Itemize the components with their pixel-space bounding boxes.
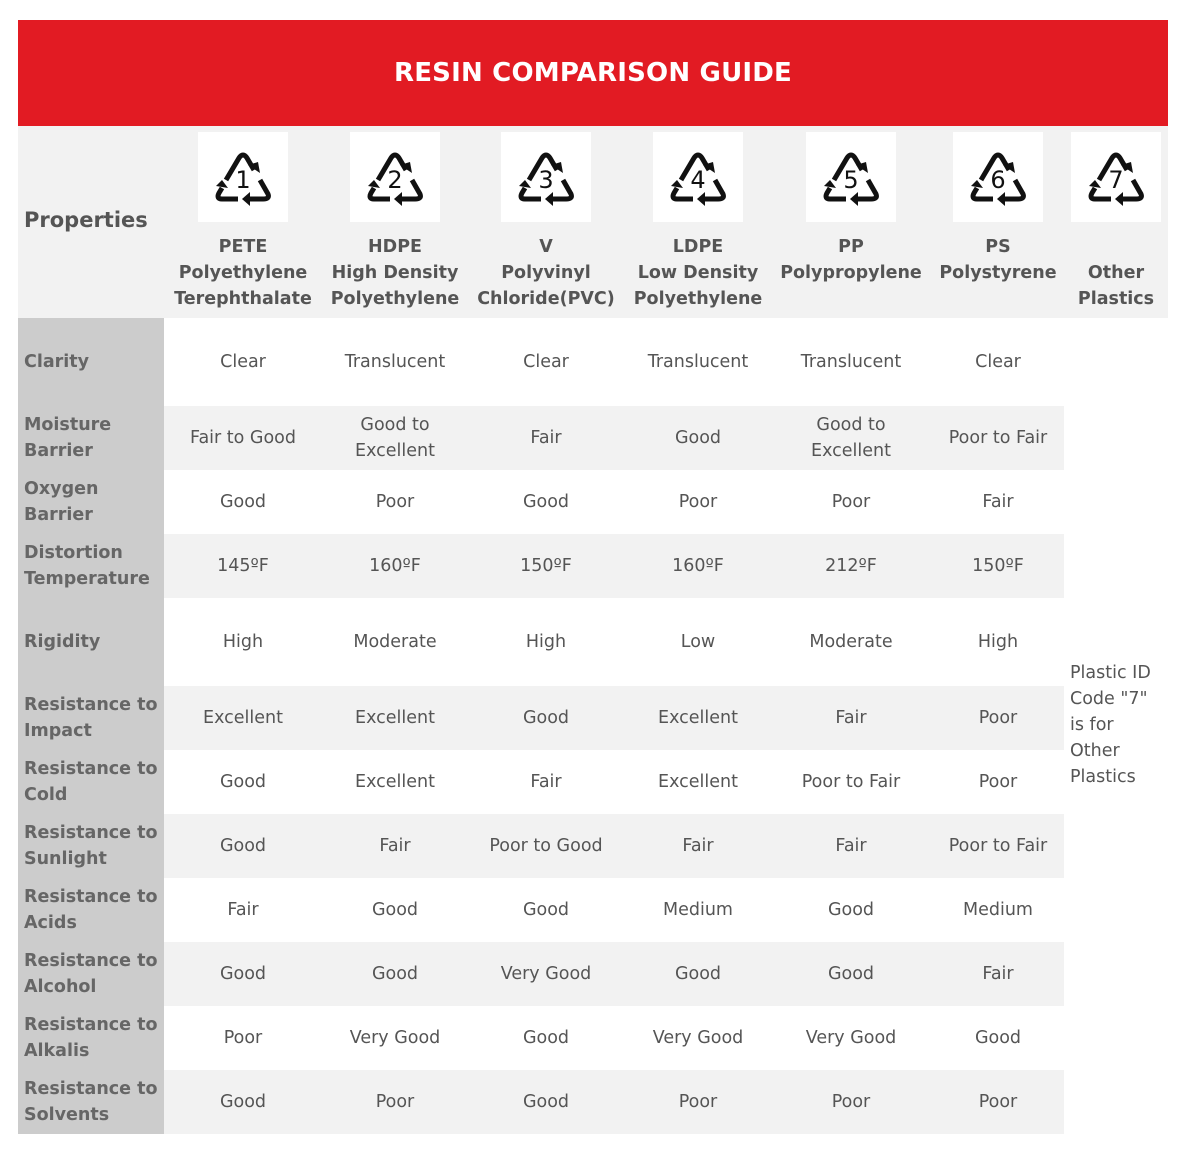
table-cell: Good bbox=[974, 1028, 1022, 1048]
recycle-triangle-graphic bbox=[663, 142, 733, 212]
resin-name-line: PP bbox=[838, 237, 864, 257]
resin-name-line: Other bbox=[1087, 263, 1145, 283]
table-cell: Very Good bbox=[500, 964, 592, 984]
table-cell: Good bbox=[219, 964, 267, 984]
recycle-5-icon bbox=[806, 132, 896, 222]
recycle-1-icon bbox=[198, 132, 288, 222]
resin-name bbox=[310, 234, 480, 312]
table-cell: Moderate bbox=[809, 632, 893, 652]
table-cell: Poor bbox=[978, 772, 1018, 792]
table-cell: Fair to Good bbox=[189, 428, 297, 448]
table-cell: Fair bbox=[835, 836, 867, 856]
resin-name-line: HDPE bbox=[368, 237, 422, 257]
table-cell: Poor bbox=[678, 1092, 718, 1112]
table-cell: Fair bbox=[379, 836, 411, 856]
other-plastics-note: Plastic ID Code "7" is for Other Plastics bbox=[1070, 663, 1151, 787]
property-label: Resistance to Impact bbox=[18, 686, 164, 750]
property-label: Resistance to Sunlight bbox=[18, 814, 164, 878]
table-cell: Good bbox=[219, 1092, 267, 1112]
table-row bbox=[18, 598, 1064, 686]
table-cell: Very Good bbox=[652, 1028, 744, 1048]
recycle-6-icon bbox=[953, 132, 1043, 222]
property-label: Oxygen Barrier bbox=[18, 470, 164, 534]
table-cell: Good bbox=[219, 772, 267, 792]
property-label: Moisture Barrier bbox=[18, 406, 164, 470]
property-label: Resistance to Alkalis bbox=[18, 1006, 164, 1070]
table-cell: Excellent bbox=[658, 708, 738, 728]
resin-name-line: Polyethylene bbox=[178, 263, 308, 283]
table-row bbox=[18, 878, 1064, 942]
resin-column-header bbox=[613, 126, 783, 318]
table-cell: Good bbox=[522, 492, 570, 512]
table-cell: Fair bbox=[982, 492, 1014, 512]
table-cell: Good bbox=[827, 900, 875, 920]
table-cell: Poor to Fair bbox=[948, 428, 1048, 448]
resin-column-header bbox=[461, 126, 631, 318]
table-cell: High bbox=[222, 632, 264, 652]
resin-name-line: Polyethylene bbox=[633, 289, 763, 309]
table-cell: 160ºF bbox=[369, 556, 421, 576]
resin-column-header bbox=[766, 126, 936, 318]
resin-name-line: High Density bbox=[331, 263, 459, 283]
table-cell: Good bbox=[522, 1092, 570, 1112]
table-cell: Fair bbox=[682, 836, 714, 856]
table-cell: Good bbox=[219, 836, 267, 856]
table-cell: Good bbox=[522, 1028, 570, 1048]
resin-name-line: Chloride(PVC) bbox=[477, 289, 615, 309]
resin-name-line: Polystyrene bbox=[939, 263, 1057, 283]
resin-code-number: 6 bbox=[990, 166, 1006, 194]
table-row bbox=[18, 686, 1064, 750]
table-cell: Clear bbox=[975, 352, 1021, 372]
resin-name-line: Polyvinyl bbox=[501, 263, 591, 283]
resin-code-number: 1 bbox=[235, 166, 251, 194]
table-cell: Poor bbox=[978, 1092, 1018, 1112]
table-header bbox=[18, 126, 1168, 318]
table-cell: Poor to Good bbox=[489, 836, 603, 856]
table-cell: Clear bbox=[220, 352, 266, 372]
resin-name-line: Polyethylene bbox=[330, 289, 460, 309]
table-cell: 160ºF bbox=[672, 556, 724, 576]
table-cell: Good bbox=[219, 492, 267, 512]
recycle-triangle-graphic bbox=[963, 142, 1033, 212]
property-label: Resistance to Solvents bbox=[18, 1070, 164, 1134]
resin-name-line: Terephthalate bbox=[174, 289, 312, 309]
resin-name bbox=[613, 234, 783, 312]
recycle-triangle-graphic bbox=[360, 142, 430, 212]
recycle-2-icon bbox=[350, 132, 440, 222]
table-cell: Good bbox=[371, 900, 419, 920]
table-cell: 150ºF bbox=[520, 556, 572, 576]
table-cell: Good bbox=[522, 900, 570, 920]
recycle-7-icon bbox=[1071, 132, 1161, 222]
resin-name-line: LDPE bbox=[672, 237, 724, 257]
table-cell: Good bbox=[827, 964, 875, 984]
table-cell: Poor bbox=[375, 1092, 415, 1112]
resin-column-header bbox=[310, 126, 480, 318]
table-cell: 150ºF bbox=[972, 556, 1024, 576]
table-row bbox=[18, 1070, 1064, 1134]
table-cell: Low bbox=[680, 632, 716, 652]
table-row bbox=[18, 1006, 1064, 1070]
table-cell: Translucent bbox=[800, 352, 902, 372]
table-cell: Moderate bbox=[353, 632, 437, 652]
table-cell: Poor bbox=[831, 1092, 871, 1112]
resin-name-line: Plastics bbox=[1077, 289, 1155, 309]
property-label: Rigidity bbox=[18, 598, 164, 686]
table-cell: Clear bbox=[523, 352, 569, 372]
property-label: Resistance to Alcohol bbox=[18, 942, 164, 1006]
table-cell: Excellent bbox=[355, 772, 435, 792]
table-cell: Excellent bbox=[658, 772, 738, 792]
table-cell: Very Good bbox=[805, 1028, 897, 1048]
resin-name-line: PS bbox=[985, 237, 1011, 257]
table-cell: Poor bbox=[831, 492, 871, 512]
table-cell: Poor bbox=[678, 492, 718, 512]
table-row bbox=[18, 406, 1064, 470]
table-cell: Fair bbox=[982, 964, 1014, 984]
resin-code-number: 3 bbox=[538, 166, 554, 194]
table-cell: Translucent bbox=[647, 352, 749, 372]
property-label: Resistance to Acids bbox=[18, 878, 164, 942]
recycle-4-icon bbox=[653, 132, 743, 222]
resin-code-number: 2 bbox=[387, 166, 403, 194]
property-label: Resistance to Cold bbox=[18, 750, 164, 814]
table-cell: Poor bbox=[978, 708, 1018, 728]
table-cell: Fair bbox=[835, 708, 867, 728]
table-cell: Good bbox=[674, 964, 722, 984]
resin-name bbox=[461, 234, 631, 312]
properties-heading: Properties bbox=[24, 208, 148, 232]
resin-name-line: Low Density bbox=[637, 263, 759, 283]
table-cell: Good to Excellent bbox=[355, 415, 435, 461]
title-banner bbox=[18, 20, 1168, 126]
resin-name bbox=[1058, 234, 1174, 312]
table-cell: Excellent bbox=[355, 708, 435, 728]
resin-name bbox=[923, 234, 1073, 312]
table-cell: 212ºF bbox=[825, 556, 877, 576]
property-label: Distortion Temperature bbox=[18, 534, 164, 598]
resin-name-line: V bbox=[539, 237, 553, 257]
table-cell: Poor to Fair bbox=[801, 772, 901, 792]
table-row bbox=[18, 814, 1064, 878]
table-row bbox=[18, 750, 1064, 814]
resin-code-number: 7 bbox=[1108, 166, 1124, 194]
resin-name-line bbox=[1058, 234, 1174, 260]
table-cell: Very Good bbox=[349, 1028, 441, 1048]
resin-name bbox=[158, 234, 328, 312]
recycle-triangle-graphic bbox=[1081, 142, 1151, 212]
table-row bbox=[18, 470, 1064, 534]
table-cell: Poor to Fair bbox=[948, 836, 1048, 856]
resin-column-header bbox=[923, 126, 1073, 318]
table-cell: High bbox=[525, 632, 567, 652]
resin-name bbox=[766, 234, 936, 312]
resin-column-header bbox=[1058, 126, 1174, 318]
page-title: RESIN COMPARISON GUIDE bbox=[393, 58, 793, 88]
table-cell: Fair bbox=[530, 428, 562, 448]
table-cell: Good bbox=[522, 708, 570, 728]
recycle-triangle-graphic bbox=[511, 142, 581, 212]
table-cell: Poor bbox=[375, 492, 415, 512]
table-cell: Good bbox=[674, 428, 722, 448]
table-row bbox=[18, 942, 1064, 1006]
table-cell: Good to Excellent bbox=[811, 415, 891, 461]
table-cell: Medium bbox=[663, 900, 733, 920]
table-cell: Medium bbox=[963, 900, 1033, 920]
table-cell: Translucent bbox=[344, 352, 446, 372]
table-cell: Excellent bbox=[203, 708, 283, 728]
table-cell: Poor bbox=[223, 1028, 263, 1048]
table-row bbox=[18, 318, 1064, 406]
table-cell: Fair bbox=[530, 772, 562, 792]
table-cell: 145ºF bbox=[217, 556, 269, 576]
resin-code-number: 5 bbox=[843, 166, 859, 194]
recycle-triangle-graphic bbox=[816, 142, 886, 212]
recycle-3-icon bbox=[501, 132, 591, 222]
table-cell: Fair bbox=[227, 900, 259, 920]
resin-code-number: 4 bbox=[690, 166, 706, 194]
table-row bbox=[18, 534, 1064, 598]
resin-name-line: Polypropylene bbox=[780, 263, 922, 283]
resin-name-line: PETE bbox=[218, 237, 268, 257]
property-label: Clarity bbox=[18, 318, 164, 406]
recycle-triangle-graphic bbox=[208, 142, 278, 212]
table-cell: High bbox=[977, 632, 1019, 652]
resin-name-line bbox=[923, 286, 1073, 312]
table-cell: Good bbox=[371, 964, 419, 984]
resin-column-header bbox=[158, 126, 328, 318]
resin-name-line bbox=[766, 286, 936, 312]
